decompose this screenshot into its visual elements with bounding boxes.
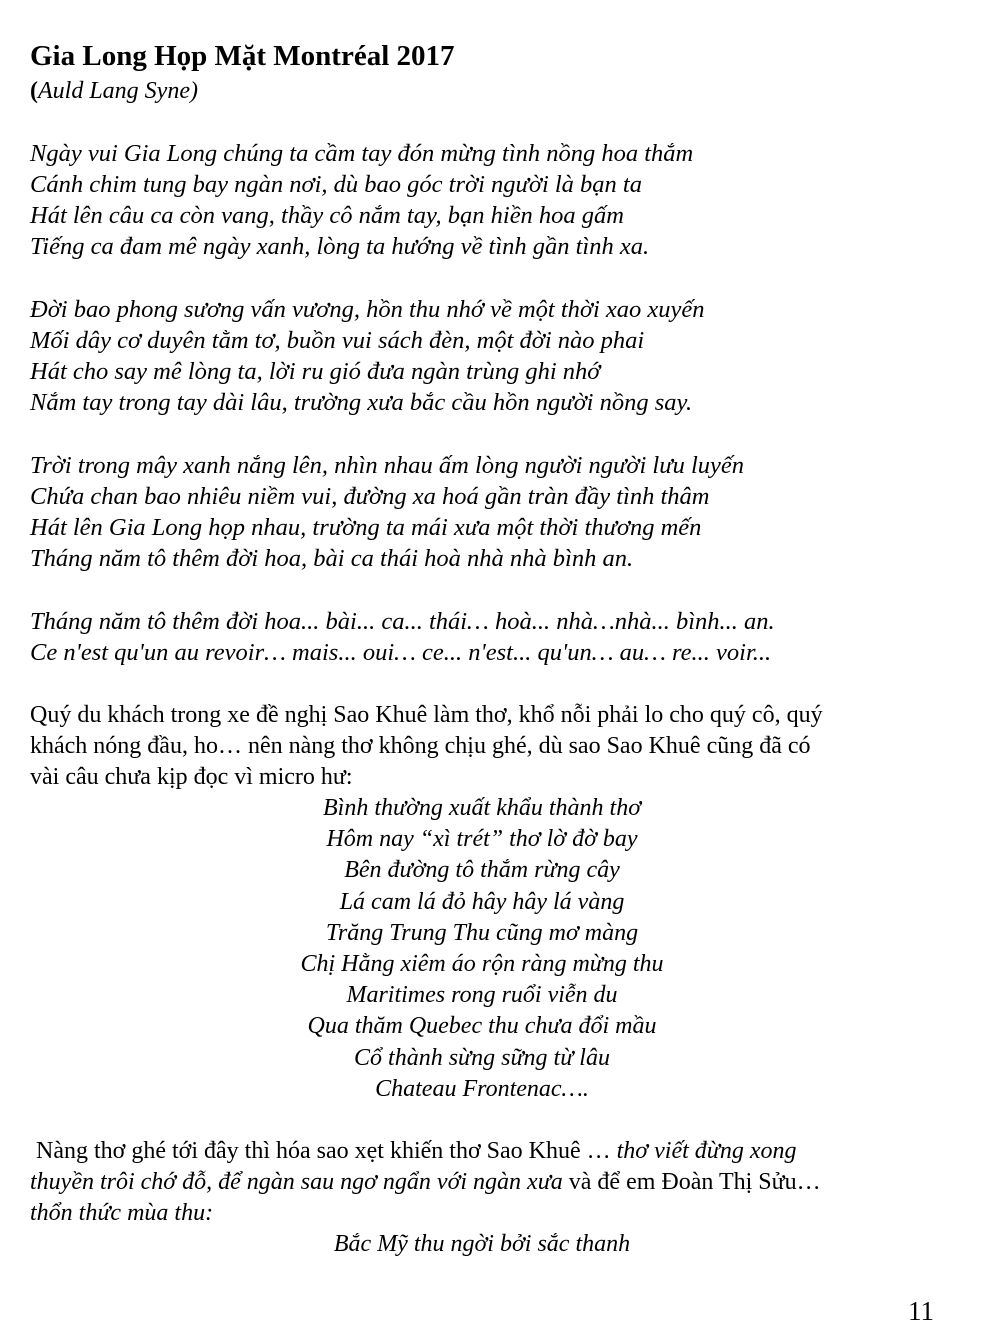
paragraph-line — [30, 1136, 950, 1167]
italic-text: thổn thức mùa thu: — [30, 1200, 214, 1226]
verse-line: Ngày vui Gia Long chúng ta cầm tay đón mừng tình nồng hoa thắm — [30, 140, 694, 167]
subtitle — [30, 78, 198, 105]
verse-line: Tiếng ca đam mê ngày xanh, lòng ta hướng về tình gần tình xa. — [30, 233, 650, 260]
poem-line: Chị Hằng xiêm áo rộn ràng mừng thu — [300, 950, 664, 977]
paragraph-intro — [30, 700, 950, 793]
stanza-1 — [30, 138, 693, 262]
verse-line: Tháng năm tô thêm đời hoa... bài... ca... thái… hoà... nhà…nhà... bình... an. — [30, 608, 775, 635]
verse-line: Trời trong mây xanh nắng lên, nhìn nhau ấm lòng người người lưu luyến — [30, 452, 745, 479]
verse-line: Ce n'est qu'un au revoir… mais... oui… ce... n'est... qu'un… au… re... voir... — [30, 639, 772, 666]
italic-text: thơ viết đừng xong — [616, 1138, 797, 1164]
poem-line: Maritimes rong ruổi viễn du — [346, 982, 618, 1009]
page-title: Gia Long Họp Mặt Montréal 2017 — [30, 40, 455, 72]
verse-line: Hát lên câu ca còn vang, thầy cô nắm tay, bạn hiền hoa gấm — [30, 202, 625, 229]
stanza-4 — [30, 606, 775, 668]
poem-line: Bình thường xuất khẩu thành thơ — [322, 795, 641, 821]
paragraph-line — [30, 1167, 950, 1198]
poem-line: Bắc Mỹ thu ngời bởi sắc thanh — [333, 1231, 631, 1257]
paragraph-line: vài câu chưa kịp đọc vì micro hư: — [30, 764, 353, 790]
closing-poem — [0, 1229, 964, 1260]
italic-text: thuyền trôi chớ đỗ, để ngàn sau ngơ ngẩn với ngàn xưa — [30, 1169, 563, 1195]
verse-line: Hát lên Gia Long họp nhau, trường ta mái xưa một thời thương mến — [30, 514, 702, 541]
verse-line: Cánh chim tung bay ngàn nơi, dù bao góc trời người là bạn ta — [30, 171, 642, 198]
verse-line: Mối dây cơ duyên tằm tơ, buồn vui sách đèn, một đời nào phai — [30, 327, 645, 354]
verse-line: Nắm tay trong tay dài lâu, trường xưa bắc cầu hồn người nồng say. — [30, 389, 693, 416]
subtitle-text: Auld Lang Syne) — [38, 78, 198, 104]
poem-line: Lá cam lá đỏ hây hây lá vàng — [339, 888, 625, 915]
paragraph-line: Quý du khách trong xe đề nghị Sao Khuê làm thơ, khổ nỗi phải lo cho quý cô, quý — [30, 702, 823, 728]
plain-text: Nàng thơ ghé tới đây thì hóa sao xẹt khiến thơ Sao Khuê … — [30, 1138, 617, 1164]
verse-line: Tháng năm tô thêm đời hoa, bài ca thái hoà nhà nhà bình an. — [30, 545, 634, 572]
poem-line: Trăng Trung Thu cũng mơ màng — [325, 919, 639, 946]
verse-line: Hát cho say mê lòng ta, lời ru gió đưa ngàn trùng ghi nhớ — [30, 358, 601, 385]
verse-line: Đời bao phong sương vấn vương, hồn thu nhớ về một thời xao xuyến — [30, 296, 705, 323]
poem-line: Qua thăm Quebec thu chưa đổi mầu — [307, 1013, 657, 1040]
stanza-2 — [30, 294, 705, 418]
plain-text: và để em Đoàn Thị Sửu… — [562, 1169, 821, 1195]
poem-line: Bên đường tô thắm rừng cây — [344, 857, 620, 884]
poem-line: Chateau Frontenac…. — [375, 1075, 589, 1102]
subtitle-paren: ( — [30, 78, 38, 104]
page-number: 11 — [908, 1296, 934, 1326]
centered-poem — [0, 793, 964, 1105]
poem-line: Cổ thành sừng sững từ lâu — [354, 1044, 610, 1071]
paragraph-line: khách nóng đầu, ho… nên nàng thơ không chịu ghé, dù sao Sao Khuê cũng đã có — [30, 733, 811, 759]
verse-line: Chứa chan bao nhiêu niềm vui, đường xa hoá gần tràn đầy tình thâm — [30, 483, 710, 510]
paragraph-line — [30, 1198, 950, 1229]
paragraph-closing — [30, 1136, 950, 1229]
stanza-3 — [30, 450, 744, 574]
poem-line: Hôm nay “xì trét” thơ lờ đờ bay — [326, 826, 638, 853]
